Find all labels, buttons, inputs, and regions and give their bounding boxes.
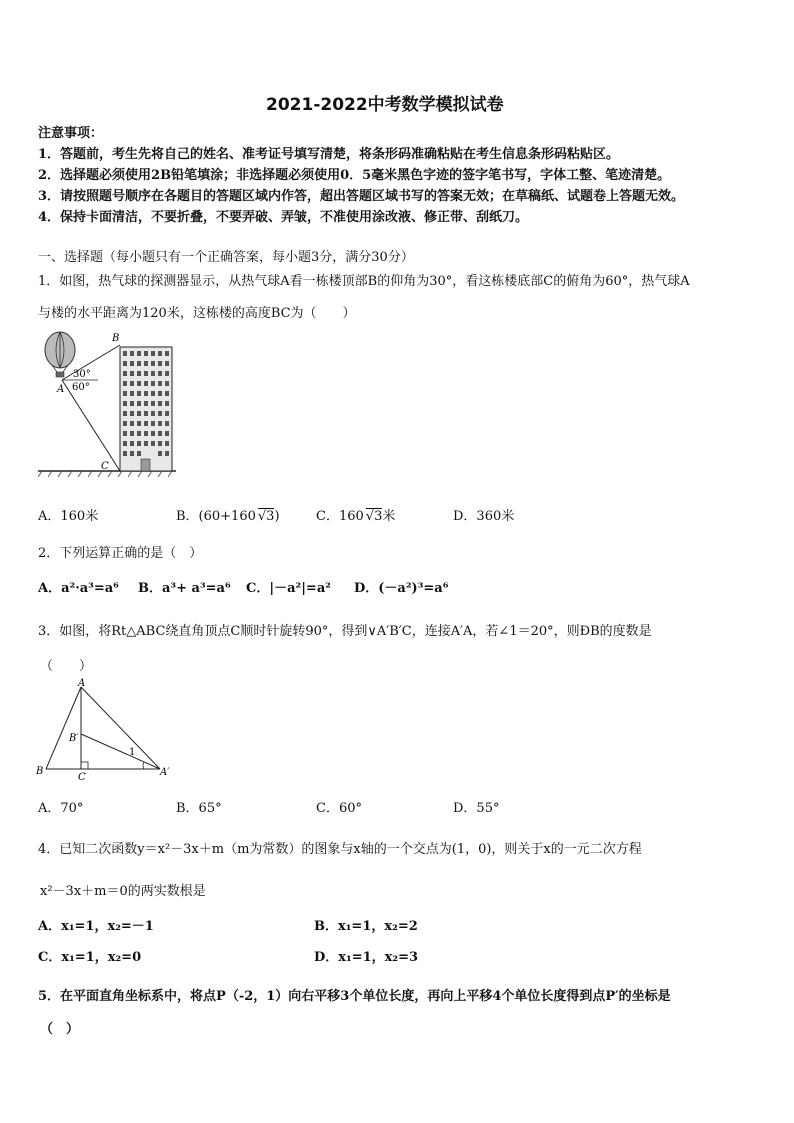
- q3-option-a: A．70°: [38, 801, 84, 816]
- label-B-prime: B′: [69, 733, 79, 744]
- label-angle-1: 1: [129, 747, 136, 758]
- q1-option-b: B．(60+160 √3): [176, 509, 280, 524]
- notice-item: 1．答题前，考生先将自己的姓名、准考证号填写清楚，将条形码准确粘贴在考生信息条形码粘贴区。: [38, 147, 620, 162]
- q4-option-d: D．x₁=1，x₂=3: [314, 950, 419, 965]
- page-title: 2021-2022中考数学模拟试卷: [266, 95, 504, 115]
- section-heading: 一、选择题（每小题只有一个正确答案，每小题3分，满分30分）: [38, 250, 414, 265]
- label-A: A: [57, 384, 65, 395]
- q2-option-d: D．(－a²)³=a⁶: [354, 581, 449, 596]
- notice-item: 2．选择题必须使用2B铅笔填涂；非选择题必须使用0．5毫米黑色字迹的签字笔书写，字体工整、笔迹清楚。: [38, 168, 671, 183]
- q4-option-c: C．x₁=1，x₂=0: [38, 950, 142, 965]
- label-A: A: [78, 678, 86, 689]
- angle-30: 30°: [73, 369, 91, 380]
- q1-figure: [38, 328, 178, 478]
- q2-option-c: C．|－a²|=a²: [246, 581, 331, 596]
- label-A-prime: A′: [160, 767, 170, 778]
- q3-figure: [36, 677, 181, 782]
- notice-heading: 注意事项：: [38, 126, 104, 141]
- q4-stem: 4．已知二次函数y＝x²－3x＋m（m为常数）的图象与x轴的一个交点为(1，0)，则关于x的一元二次方程: [38, 842, 642, 857]
- q1-stem-line1: 1．如图，热气球的探测器显示，从热气球A看一栋楼顶部B的仰角为30°，看这栋楼底部C的俯角为60°，热气球A: [38, 274, 690, 289]
- q4-option-a: A．x₁=1，x₂=－1: [38, 919, 154, 934]
- q2-option-a: A．a²·a³=a⁶: [38, 581, 119, 596]
- label-B: B: [112, 333, 120, 344]
- q4-equation: x²－3x＋m＝0的两实数根是: [40, 884, 206, 899]
- q5-paren: （ ）: [40, 1022, 80, 1037]
- label-C: C: [78, 772, 86, 782]
- q3-option-b: B．65°: [176, 801, 222, 816]
- label-C: C: [101, 461, 109, 472]
- q1-option-a: A．160米: [38, 509, 99, 524]
- q1-option-d: D．360米: [453, 509, 515, 524]
- q3-stem: 3．如图，将Rt△ABC绕直角顶点C顺时针旋转90°，得到∨A′B′C，连接A′A，若∠1＝20°，则ÐB的度数是: [38, 624, 652, 639]
- q1-option-c: C．160 √3米: [316, 509, 396, 524]
- q3-option-d: D．55°: [453, 801, 500, 816]
- q2-stem: 2．下列运算正确的是（ ）: [38, 546, 203, 561]
- notice-item: 4．保持卡面清洁，不要折叠，不要弄破、弄皱，不准使用涂改液、修正带、刮纸刀。: [38, 210, 529, 225]
- angle-60: 60°: [72, 382, 90, 393]
- q5-stem: 5．在平面直角坐标系中，将点P（-2，1）向右平移3个单位长度，再向上平移4个单位长度得到点P′的坐标是: [38, 989, 671, 1004]
- q1-stem-line2: 与楼的水平距离为120米，这栋楼的高度BC为（ ）: [38, 306, 356, 321]
- notice-item: 3．请按照题号顺序在各题目的答题区域内作答，超出答题区域书写的答案无效；在草稿纸、试题卷上答题无效。: [38, 189, 685, 204]
- label-B: B: [36, 766, 44, 777]
- q4-option-b: B．x₁=1，x₂=2: [314, 919, 418, 934]
- q2-option-b: B．a³+ a³=a⁶: [138, 581, 231, 596]
- q3-option-c: C．60°: [316, 801, 362, 816]
- q3-paren: （ ）: [40, 659, 93, 674]
